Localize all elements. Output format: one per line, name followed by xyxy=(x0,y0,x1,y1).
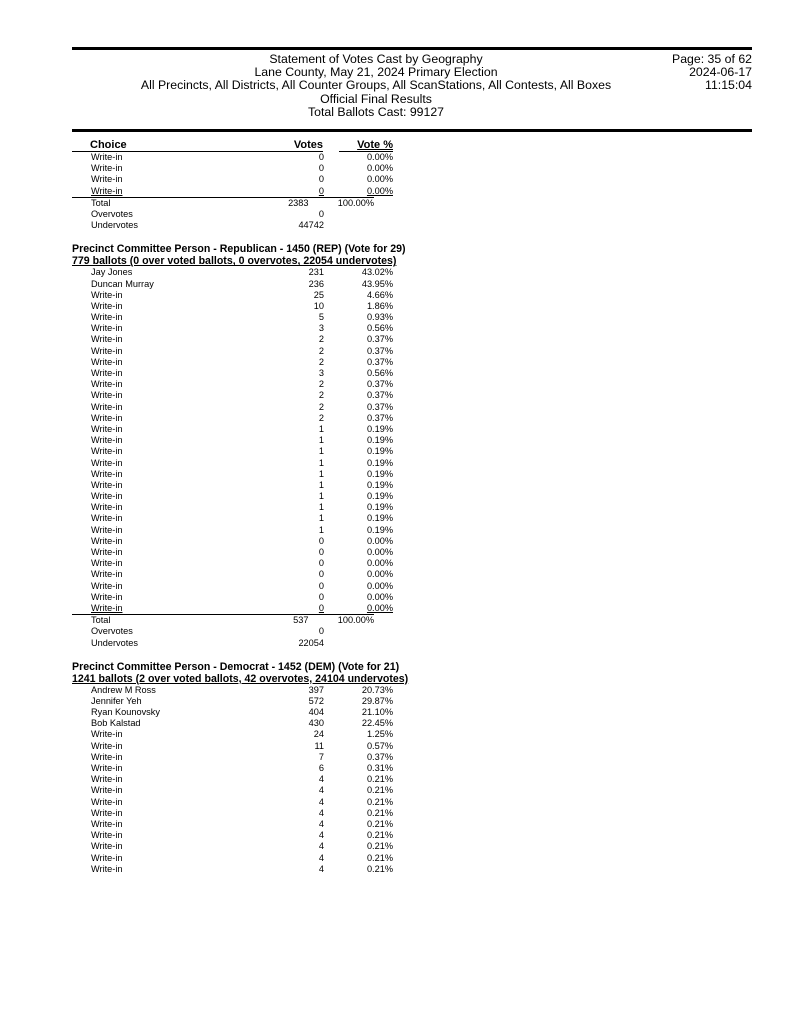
vote-count: 430 xyxy=(308,718,324,729)
choice-name: Write-in xyxy=(91,513,123,524)
vote-count: 25 xyxy=(313,289,324,300)
choice-name: Write-in xyxy=(91,457,123,468)
table-row xyxy=(72,741,492,752)
choice-name: Write-in xyxy=(91,479,123,490)
vote-percent: 0.37% xyxy=(366,345,393,356)
table-row xyxy=(72,290,492,301)
choice-name: Write-in xyxy=(91,547,123,557)
contest-title-rep-1450: Precinct Committee Person - Republican - 1450 (REP) (Vote for 29) xyxy=(72,243,406,256)
total-ballots-cast: Total Ballots Cast: 99127 xyxy=(307,104,445,119)
contest-ballots-dem-1452: 1241 ballots (2 over voted ballots, 42 overvotes, 24104 undervotes) xyxy=(72,672,409,685)
total-row xyxy=(72,197,374,209)
table-row xyxy=(72,357,492,368)
choice-name: Write-in xyxy=(91,807,123,818)
undervotes-count: 44742 xyxy=(298,220,324,231)
table-row xyxy=(72,525,492,536)
vote-percent: 0.19% xyxy=(366,479,393,490)
overvotes-row xyxy=(72,626,492,637)
choice-name: Write-in xyxy=(91,334,123,345)
choice-name: Write-in xyxy=(91,323,123,334)
vote-count: 24 xyxy=(313,729,324,740)
overvotes-label: Overvotes xyxy=(91,208,133,219)
section0-results xyxy=(72,152,492,197)
table-row xyxy=(72,603,492,614)
table-row xyxy=(72,413,492,424)
vote-percent: 1.25% xyxy=(366,729,393,740)
vote-count: 3 xyxy=(318,323,324,334)
choice-name: Write-in xyxy=(91,841,123,852)
vote-count: 2 xyxy=(318,401,324,412)
undervotes-row xyxy=(72,220,492,231)
header-bottom-rule xyxy=(72,129,752,132)
choice-name: Write-in xyxy=(91,185,123,196)
total-percent: 100.00% xyxy=(337,615,374,626)
choice-name: Write-in xyxy=(91,852,123,863)
vote-count: 1 xyxy=(318,502,324,513)
vote-count: 4 xyxy=(318,863,324,874)
vote-percent: 0.19% xyxy=(366,524,393,535)
overvotes-count: 0 xyxy=(318,208,324,219)
choice-name: Write-in xyxy=(91,312,123,323)
choice-name: Write-in xyxy=(91,152,123,162)
vote-count: 3 xyxy=(318,368,324,378)
choice-name: Write-in xyxy=(91,729,123,740)
vote-percent: 0.21% xyxy=(366,852,393,863)
contest-ballots-rep-1450: 779 ballots (0 over voted ballots, 0 overvotes, 22054 undervotes) xyxy=(72,255,397,268)
choice-name: Write-in xyxy=(91,468,123,479)
vote-percent: 0.21% xyxy=(366,807,393,818)
choice-name: Write-in xyxy=(91,502,123,513)
vote-percent: 43.95% xyxy=(361,278,393,289)
vote-count: 0 xyxy=(318,152,324,162)
vote-count: 6 xyxy=(318,763,324,773)
choice-name: Write-in xyxy=(91,863,123,874)
choice-name: Write-in xyxy=(91,774,123,785)
table-row xyxy=(72,830,492,841)
vote-percent: 0.37% xyxy=(366,412,393,423)
vote-count: 4 xyxy=(318,796,324,807)
choice-name: Write-in xyxy=(91,446,123,457)
table-row xyxy=(72,323,492,334)
choice-name: Write-in xyxy=(91,491,123,502)
choice-name: Write-in xyxy=(91,174,123,185)
vote-count: 1 xyxy=(318,446,324,457)
table-row xyxy=(72,502,492,513)
table-row xyxy=(72,390,492,401)
choice-name: Write-in xyxy=(91,830,123,841)
vote-count: 4 xyxy=(318,852,324,863)
table-row xyxy=(72,536,492,547)
choice-name: Write-in xyxy=(91,345,123,356)
table-row xyxy=(72,174,492,185)
vote-count: 4 xyxy=(318,841,324,852)
table-row xyxy=(72,435,492,446)
vote-percent: 21.10% xyxy=(361,707,393,718)
vote-percent: 0.00% xyxy=(366,152,393,162)
vote-count: 1 xyxy=(318,457,324,468)
vote-percent: 0.19% xyxy=(366,513,393,524)
overvotes-label: Overvotes xyxy=(91,626,133,637)
vote-count: 2 xyxy=(318,390,324,401)
vote-count: 0 xyxy=(318,591,324,602)
choice-name: Jennifer Yeh xyxy=(91,695,142,706)
total-votes: 537 xyxy=(293,615,309,626)
table-row xyxy=(72,368,492,379)
vote-count: 1 xyxy=(318,513,324,524)
report-header xyxy=(72,53,680,119)
vote-percent: 0.37% xyxy=(366,401,393,412)
table-row xyxy=(72,763,492,774)
table-row xyxy=(72,696,492,707)
section2-results xyxy=(72,685,492,875)
choice-name: Write-in xyxy=(91,401,123,412)
vote-percent: 0.21% xyxy=(366,830,393,841)
vote-percent: 0.00% xyxy=(366,591,393,602)
vote-count: 231 xyxy=(308,267,324,278)
choice-name: Write-in xyxy=(91,602,123,613)
table-row xyxy=(72,334,492,345)
table-row xyxy=(72,312,492,323)
choice-name: Write-in xyxy=(91,558,123,569)
choice-name: Write-in xyxy=(91,818,123,829)
vote-percent: 29.87% xyxy=(361,695,393,706)
table-row xyxy=(72,267,492,278)
vote-percent: 0.93% xyxy=(366,312,393,323)
total-percent: 100.00% xyxy=(337,197,374,208)
vote-percent: 0.00% xyxy=(366,547,393,557)
table-row xyxy=(72,301,492,312)
choice-name: Write-in xyxy=(91,163,123,174)
vote-percent: 0.37% xyxy=(366,751,393,762)
contest-title-dem-1452: Precinct Committee Person - Democrat - 1452 (DEM) (Vote for 21) xyxy=(72,660,400,673)
table-row xyxy=(72,152,492,163)
choice-name: Write-in xyxy=(91,423,123,434)
vote-count: 0 xyxy=(318,185,324,196)
vote-count: 1 xyxy=(318,491,324,502)
vote-count: 1 xyxy=(318,479,324,490)
vote-count: 7 xyxy=(318,751,324,762)
vote-count: 404 xyxy=(308,707,324,718)
choice-column-header: Choice xyxy=(72,139,276,152)
table-row xyxy=(72,480,492,491)
vote-count: 2 xyxy=(318,345,324,356)
choice-name: Duncan Murray xyxy=(91,278,154,289)
vote-percent: 0.21% xyxy=(366,863,393,874)
vote-count: 0 xyxy=(318,535,324,546)
choice-name: Write-in xyxy=(91,356,123,367)
votes-column-header: Votes xyxy=(276,139,323,152)
table-row xyxy=(72,864,492,875)
vote-count: 0 xyxy=(318,602,324,613)
vote-count: 5 xyxy=(318,312,324,323)
table-row xyxy=(72,513,492,524)
table-row xyxy=(72,774,492,785)
vote-percent: 0.37% xyxy=(366,390,393,401)
choice-name: Write-in xyxy=(91,535,123,546)
choice-name: Write-in xyxy=(91,300,123,311)
vote-count: 2 xyxy=(318,356,324,367)
overvotes-count: 0 xyxy=(318,626,324,637)
vote-count: 0 xyxy=(318,558,324,569)
vote-percent: 0.37% xyxy=(366,379,393,390)
choice-name: Write-in xyxy=(91,580,123,591)
total-label: Total xyxy=(91,197,111,208)
choice-name: Write-in xyxy=(91,740,123,751)
total-label: Total xyxy=(91,615,111,626)
vote-count: 0 xyxy=(318,174,324,185)
vote-percent: 0.00% xyxy=(366,569,393,580)
vote-percent: 0.31% xyxy=(366,763,393,773)
choice-name: Jay Jones xyxy=(91,267,133,278)
undervotes-label: Undervotes xyxy=(91,637,138,648)
vote-percent: 0.21% xyxy=(366,785,393,796)
vote-count: 1 xyxy=(318,524,324,535)
choice-name: Write-in xyxy=(91,751,123,762)
vote-percent: 0.19% xyxy=(366,423,393,434)
table-row xyxy=(72,752,492,763)
choice-name: Bob Kalstad xyxy=(91,718,141,729)
table-row xyxy=(72,491,492,502)
vote-percent: 0.56% xyxy=(366,368,393,378)
report-title: Statement of Votes Cast by Geography xyxy=(269,52,483,66)
undervotes-label: Undervotes xyxy=(91,220,138,231)
vote-percent: 0.19% xyxy=(366,435,393,446)
undervotes-count: 22054 xyxy=(298,637,324,648)
table-row xyxy=(72,592,492,603)
vote-percent: 0.56% xyxy=(366,323,393,334)
table-row xyxy=(72,558,492,569)
vote-count: 0 xyxy=(318,547,324,557)
section0-summary xyxy=(72,197,492,232)
vote-count: 4 xyxy=(318,818,324,829)
results-status: Official Final Results xyxy=(320,91,432,106)
results-content xyxy=(72,138,492,875)
table-row xyxy=(72,819,492,830)
section1-summary xyxy=(72,614,492,649)
choice-name: Write-in xyxy=(91,412,123,423)
report-time: 11:15:04 xyxy=(705,78,752,93)
vote-percent: 1.86% xyxy=(366,300,393,311)
vote-percent: 20.73% xyxy=(361,684,393,695)
vote-percent: 0.00% xyxy=(366,174,393,185)
choice-name: Write-in xyxy=(91,435,123,446)
table-row xyxy=(72,186,492,197)
report-scope: All Precincts, All Districts, All Counter Groups, All ScanStations, All Contests, All Boxes xyxy=(140,78,612,93)
table-row xyxy=(72,808,492,819)
vote-count: 11 xyxy=(314,740,324,751)
column-headers xyxy=(72,138,492,152)
vote-percent: 0.19% xyxy=(366,468,393,479)
vote-percent: 22.45% xyxy=(361,718,393,729)
table-row xyxy=(72,547,492,558)
table-row xyxy=(72,469,492,480)
vote-count: 572 xyxy=(308,695,324,706)
overvotes-row xyxy=(72,209,492,220)
vote-percent: 0.00% xyxy=(366,185,393,196)
vote-percent: 0.21% xyxy=(366,774,393,785)
vote-percent: 0.21% xyxy=(366,796,393,807)
vote-count: 2 xyxy=(318,379,324,390)
table-row xyxy=(72,424,492,435)
vote-count: 2 xyxy=(318,334,324,345)
vote-percent: 0.19% xyxy=(366,457,393,468)
choice-name: Write-in xyxy=(91,591,123,602)
choice-name: Write-in xyxy=(91,785,123,796)
vote-percent: 0.00% xyxy=(366,163,393,174)
vote-count: 4 xyxy=(318,774,324,785)
choice-name: Write-in xyxy=(91,289,123,300)
table-row xyxy=(72,402,492,413)
choice-name: Andrew M Ross xyxy=(91,684,156,695)
vote-count: 0 xyxy=(318,163,324,174)
choice-name: Write-in xyxy=(91,569,123,580)
vote-percent: 0.37% xyxy=(366,334,393,345)
choice-name: Write-in xyxy=(91,390,123,401)
vote-percent: 0.21% xyxy=(366,818,393,829)
vote-count: 236 xyxy=(308,278,324,289)
choice-name: Ryan Kounovsky xyxy=(91,707,160,718)
vote-count: 4 xyxy=(318,830,324,841)
table-row xyxy=(72,569,492,580)
choice-name: Write-in xyxy=(91,379,123,390)
vote-percent: 0.00% xyxy=(366,558,393,569)
table-row xyxy=(72,163,492,174)
vote-count: 1 xyxy=(318,423,324,434)
table-row xyxy=(72,841,492,852)
vote-percent: 0.21% xyxy=(366,841,393,852)
choice-name: Write-in xyxy=(91,524,123,535)
choice-name: Write-in xyxy=(91,763,123,773)
page-number: Page: 35 of 62 xyxy=(672,52,752,66)
vote-count: 397 xyxy=(308,684,324,695)
total-votes: 2383 xyxy=(288,197,309,208)
table-row xyxy=(72,346,492,357)
vote-count: 0 xyxy=(318,580,324,591)
vote-percent: 0.19% xyxy=(366,491,393,502)
total-row xyxy=(72,614,374,626)
vote-count: 10 xyxy=(313,300,324,311)
vote-count: 1 xyxy=(318,435,324,446)
table-row xyxy=(72,458,492,469)
vote-count: 2 xyxy=(318,412,324,423)
vote-count: 4 xyxy=(318,785,324,796)
table-row xyxy=(72,279,492,290)
table-row xyxy=(72,707,492,718)
table-row xyxy=(72,797,492,808)
report-date: 2024-06-17 xyxy=(689,65,752,80)
vote-pct-column-header: Vote % xyxy=(339,139,393,152)
vote-percent: 0.00% xyxy=(366,580,393,591)
undervotes-row xyxy=(72,638,492,649)
table-row xyxy=(72,379,492,390)
vote-percent: 0.00% xyxy=(366,535,393,546)
vote-percent: 4.66% xyxy=(366,289,393,300)
header-top-rule xyxy=(72,47,752,50)
report-meta xyxy=(672,53,752,93)
choice-name: Write-in xyxy=(91,796,123,807)
table-row xyxy=(72,853,492,864)
vote-percent: 0.19% xyxy=(366,502,393,513)
choice-name: Write-in xyxy=(91,368,123,378)
vote-percent: 43.02% xyxy=(361,267,393,278)
table-row xyxy=(72,685,492,696)
table-row xyxy=(72,718,492,729)
section1-results xyxy=(72,267,492,614)
vote-percent: 0.37% xyxy=(366,356,393,367)
vote-percent: 0.19% xyxy=(366,446,393,457)
table-row xyxy=(72,446,492,457)
table-row xyxy=(72,729,492,740)
election-name: Lane County, May 21, 2024 Primary Election xyxy=(254,65,498,80)
vote-percent: 0.00% xyxy=(366,602,393,613)
vote-percent: 0.57% xyxy=(366,740,393,751)
vote-count: 4 xyxy=(318,807,324,818)
table-row xyxy=(72,581,492,592)
vote-count: 0 xyxy=(318,569,324,580)
table-row xyxy=(72,785,492,796)
vote-count: 1 xyxy=(318,468,324,479)
